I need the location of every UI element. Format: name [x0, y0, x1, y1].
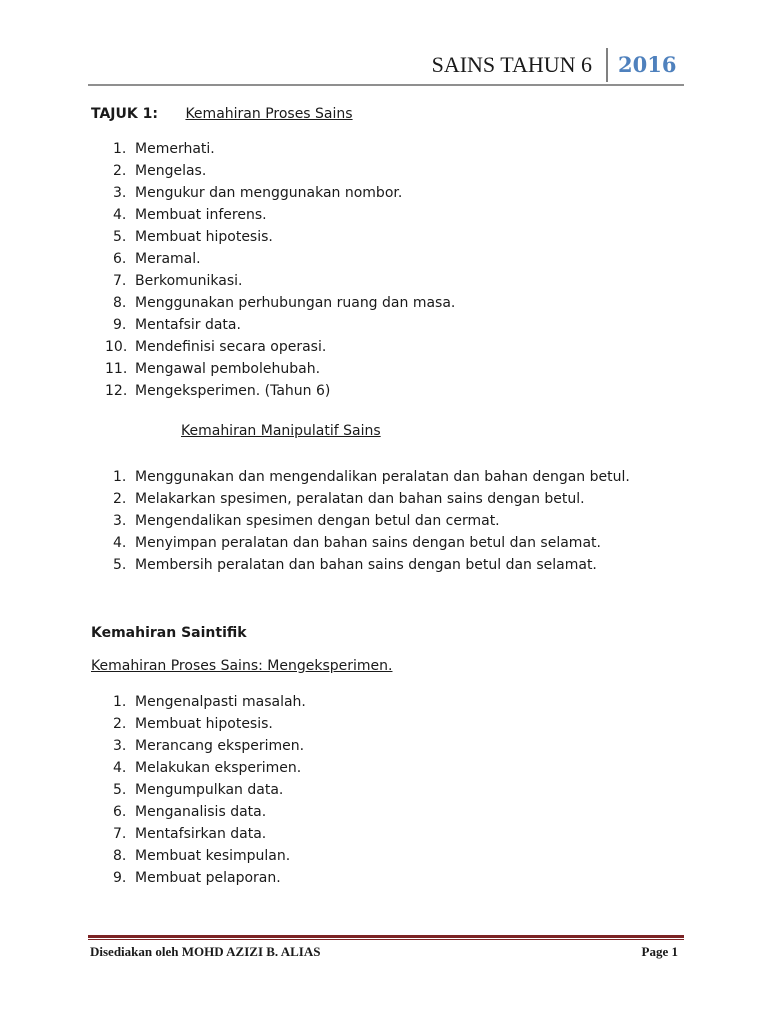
header-title: SAINS TAHUN 6 — [431, 52, 592, 77]
list-number: 9. — [113, 317, 127, 333]
list-text: Memerhati. — [135, 141, 215, 157]
header-rule — [88, 84, 684, 86]
list-number: 6. — [113, 804, 127, 820]
list-text: Membuat pelaporan. — [135, 870, 281, 886]
list-text: Melakarkan spesimen, peralatan dan bahan sains dengan betul. — [135, 491, 585, 507]
list-item — [90, 779, 306, 801]
list-text: Menganalisis data. — [135, 804, 267, 820]
list-item — [90, 248, 455, 270]
header-separator — [606, 48, 608, 82]
list-number: 11. — [105, 361, 128, 377]
list-item — [90, 336, 455, 358]
list-text: Menyimpan peralatan dan bahan sains dengan betul dan selamat. — [135, 535, 601, 551]
list-number: 4. — [113, 535, 127, 551]
list-text: Meramal. — [135, 251, 201, 267]
list-item — [90, 867, 306, 889]
footer-rule-thin — [88, 939, 684, 940]
list-text: Mentafsir data. — [135, 317, 241, 333]
list-number: 7. — [113, 826, 127, 842]
topic-label: TAJUK 1: — [91, 106, 158, 122]
list-number: 1. — [113, 469, 127, 485]
list-number: 2. — [113, 163, 127, 179]
list-text: Merancang eksperimen. — [135, 738, 305, 754]
list-number: 5. — [113, 229, 127, 245]
list-item — [90, 845, 306, 867]
list-text: Mengeksperimen. (Tahun 6) — [135, 383, 331, 399]
topic-row — [91, 103, 353, 125]
list-item — [90, 757, 306, 779]
list-number: 10. — [105, 339, 128, 355]
list-item — [90, 314, 455, 336]
list-number: 7. — [113, 273, 127, 289]
footer-rule — [88, 935, 684, 938]
list-item — [90, 358, 455, 380]
page-header — [88, 44, 684, 86]
list-number: 3. — [113, 513, 127, 529]
list-text: Menggunakan dan mengendalikan peralatan dan bahan dengan betul. — [135, 469, 630, 485]
list-number: 9. — [113, 870, 127, 886]
list-item — [90, 292, 455, 314]
manipulatif-list — [90, 466, 630, 576]
list-item — [90, 713, 306, 735]
footer-author: Disediakan oleh MOHD AZIZI B. ALIAS — [90, 944, 321, 959]
list-text: Membuat hipotesis. — [135, 716, 273, 732]
list-item — [90, 801, 306, 823]
list-item — [90, 554, 630, 576]
list-text: Mendefinisi secara operasi. — [135, 339, 327, 355]
list-number: 3. — [113, 738, 127, 754]
list-item — [90, 691, 306, 713]
list-number: 8. — [113, 295, 127, 311]
list-text: Membuat inferens. — [135, 207, 267, 223]
list-number: 3. — [113, 185, 127, 201]
topic-title: Kemahiran Proses Sains — [185, 106, 353, 122]
list-number: 2. — [113, 716, 127, 732]
list-text: Melakukan eksperimen. — [135, 760, 302, 776]
list-text: Membuat kesimpulan. — [135, 848, 291, 864]
list-number: 4. — [113, 760, 127, 776]
list-item — [90, 160, 455, 182]
list-number: 5. — [113, 557, 127, 573]
list-number: 2. — [113, 491, 127, 507]
list-text: Berkomunikasi. — [135, 273, 243, 289]
list-item — [90, 532, 630, 554]
list-text: Mengelas. — [135, 163, 207, 179]
manipulatif-heading: Kemahiran Manipulatif Sains — [181, 423, 381, 439]
list-number: 5. — [113, 782, 127, 798]
list-item — [90, 138, 455, 160]
list-text: Mengenalpasti masalah. — [135, 694, 306, 710]
list-number: 8. — [113, 848, 127, 864]
list-number: 1. — [113, 141, 127, 157]
list-number: 4. — [113, 207, 127, 223]
list-text: Mengukur dan menggunakan nombor. — [135, 185, 403, 201]
saintifik-heading: Kemahiran Saintifik — [91, 625, 247, 641]
list-item — [90, 488, 630, 510]
list-text: Membersih peralatan dan bahan sains dengan betul dan selamat. — [135, 557, 597, 573]
header-year: 2016 — [618, 52, 677, 77]
proses-sains-list — [90, 138, 455, 402]
list-text: Mentafsirkan data. — [135, 826, 267, 842]
list-text: Mengawal pembolehubah. — [135, 361, 321, 377]
list-number: 6. — [113, 251, 127, 267]
list-item — [90, 510, 630, 532]
saintifik-subheading: Kemahiran Proses Sains: Mengeksperimen. — [91, 658, 393, 674]
list-item — [90, 380, 455, 402]
list-number: 1. — [113, 694, 127, 710]
list-text: Membuat hipotesis. — [135, 229, 273, 245]
list-number: 12. — [105, 383, 128, 399]
list-text: Menggunakan perhubungan ruang dan masa. — [135, 295, 456, 311]
list-item — [90, 182, 455, 204]
list-text: Mengumpulkan data. — [135, 782, 284, 798]
list-item — [90, 270, 455, 292]
list-item — [90, 204, 455, 226]
list-item — [90, 735, 306, 757]
list-text: Mengendalikan spesimen dengan betul dan cermat. — [135, 513, 500, 529]
list-item — [90, 226, 455, 248]
eksperimen-list — [90, 691, 306, 889]
list-item — [90, 823, 306, 845]
footer-page-number: Page 1 — [641, 944, 678, 959]
list-item — [90, 466, 630, 488]
